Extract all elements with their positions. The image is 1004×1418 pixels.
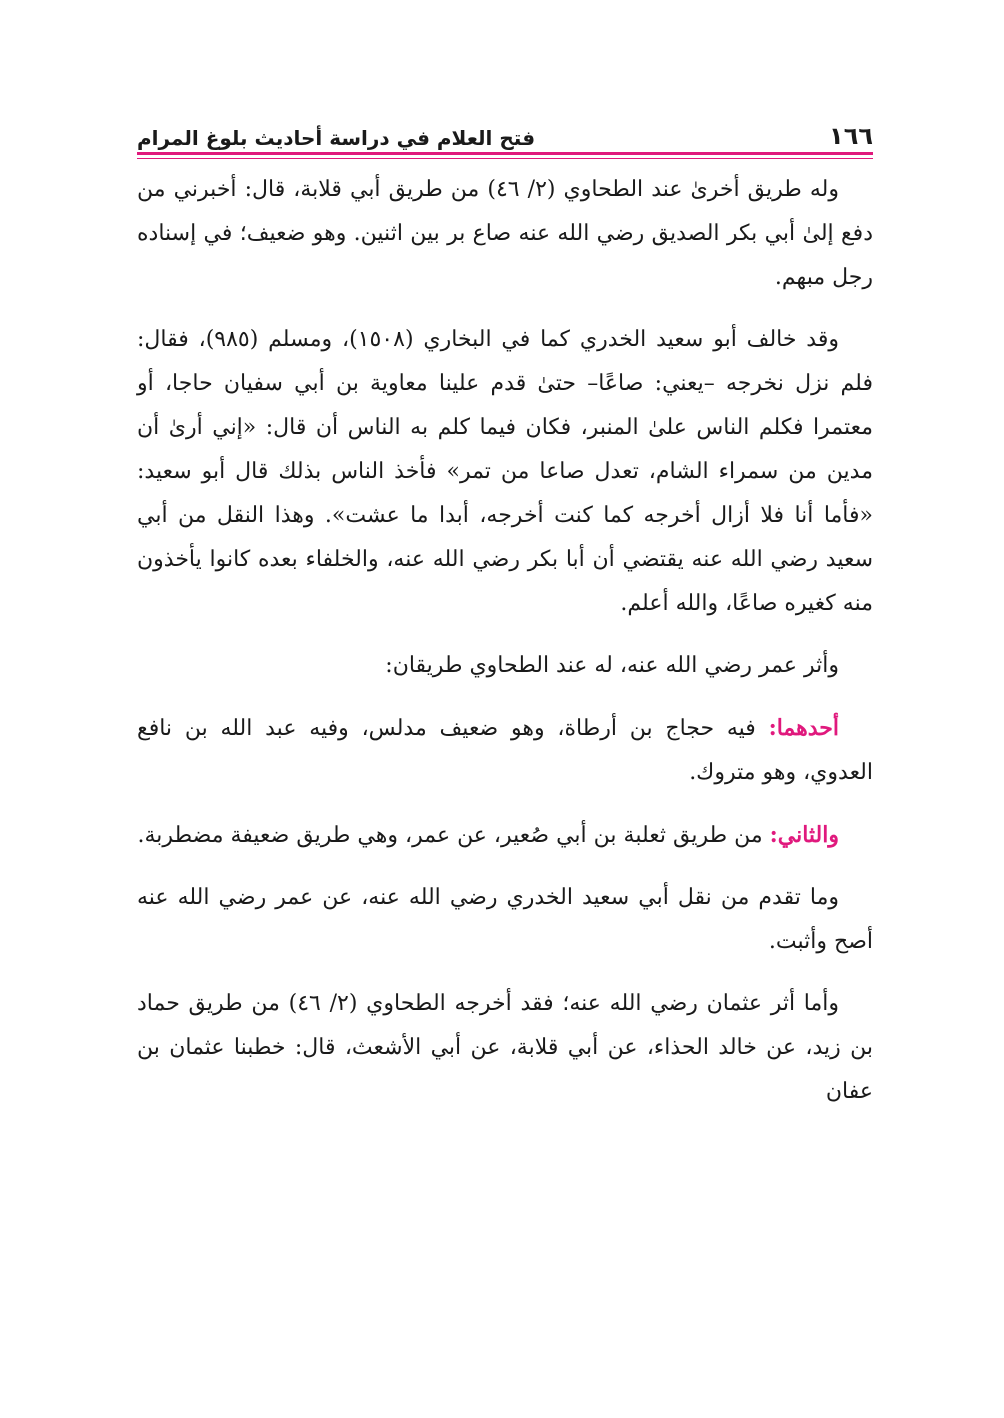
- paragraph: وله طريق أخرىٰ عند الطحاوي (٢/ ٤٦) من طريق أبي قلابة، قال: أخبرني من دفع إلىٰ أبي بكر الصديق رضي الله عنه صاع بر بين اثنين. وهو ضعيف؛ في إسناده رجل مبهم.: [137, 177, 873, 290]
- page-header: [137, 110, 873, 150]
- header-rule-thick: [137, 152, 873, 155]
- page-number: ١٦٦: [829, 122, 873, 150]
- paragraph-label: والثاني:: [769, 822, 839, 848]
- paragraph: وما تقدم من نقل أبي سعيد الخدري رضي الله عنه، عن عمر رضي الله عنه أصح وأثبت.: [137, 885, 873, 954]
- page-body: [137, 168, 873, 1132]
- paragraph: والثاني: من طريق ثعلبة بن أبي صُعير، عن عمر، وهي طريق ضعيفة مضطربة.: [137, 822, 839, 848]
- paragraph: وقد خالف أبو سعيد الخدري كما في البخاري (١٥٠٨)، ومسلم (٩٨٥)، فقال: فلم نزل نخرجه –يعني: صاعًا– حتىٰ قدم علينا معاوية بن أبي سفيان حاجا، أو معتمرا فكلم الناس علىٰ المنبر، فكان فيما كلم به الناس أن قال: «إني أرىٰ أن مدين من سمراء الشام، تعدل صاعا من تمر» فأخذ الناس بذلك قال أبو سعيد: «فأما أنا فلا أزال أخرجه كما كنت أخرجه، أبدا ما عشت». وهذا النقل من أبي سعيد رضي الله عنه يقتضي أن أبا بكر رضي الله عنه، والخلفاء بعده كانوا يأخذون منه كغيره صاعًا، والله أعلم.: [137, 327, 873, 616]
- paragraph-label: أحدهما:: [768, 715, 839, 741]
- paragraph: أحدهما: فيه حجاج بن أرطاة، وهو ضعيف مدلس، وفيه عبد الله بن نافع العدوي، وهو متروك.: [137, 715, 873, 785]
- paragraph: وأثر عمر رضي الله عنه، له عند الطحاوي طريقان:: [385, 653, 839, 678]
- book-title: فتح العلام في دراسة أحاديث بلوغ المرام: [137, 126, 536, 150]
- paragraph: وأما أثر عثمان رضي الله عنه؛ فقد أخرجه الطحاوي (٢/ ٤٦) من طريق حماد بن زيد، عن خالد الحذاء، عن أبي قلابة، عن أبي الأشعث، قال: خطبنا عثمان بن عفان: [137, 991, 874, 1104]
- header-rule-thin: [137, 158, 873, 159]
